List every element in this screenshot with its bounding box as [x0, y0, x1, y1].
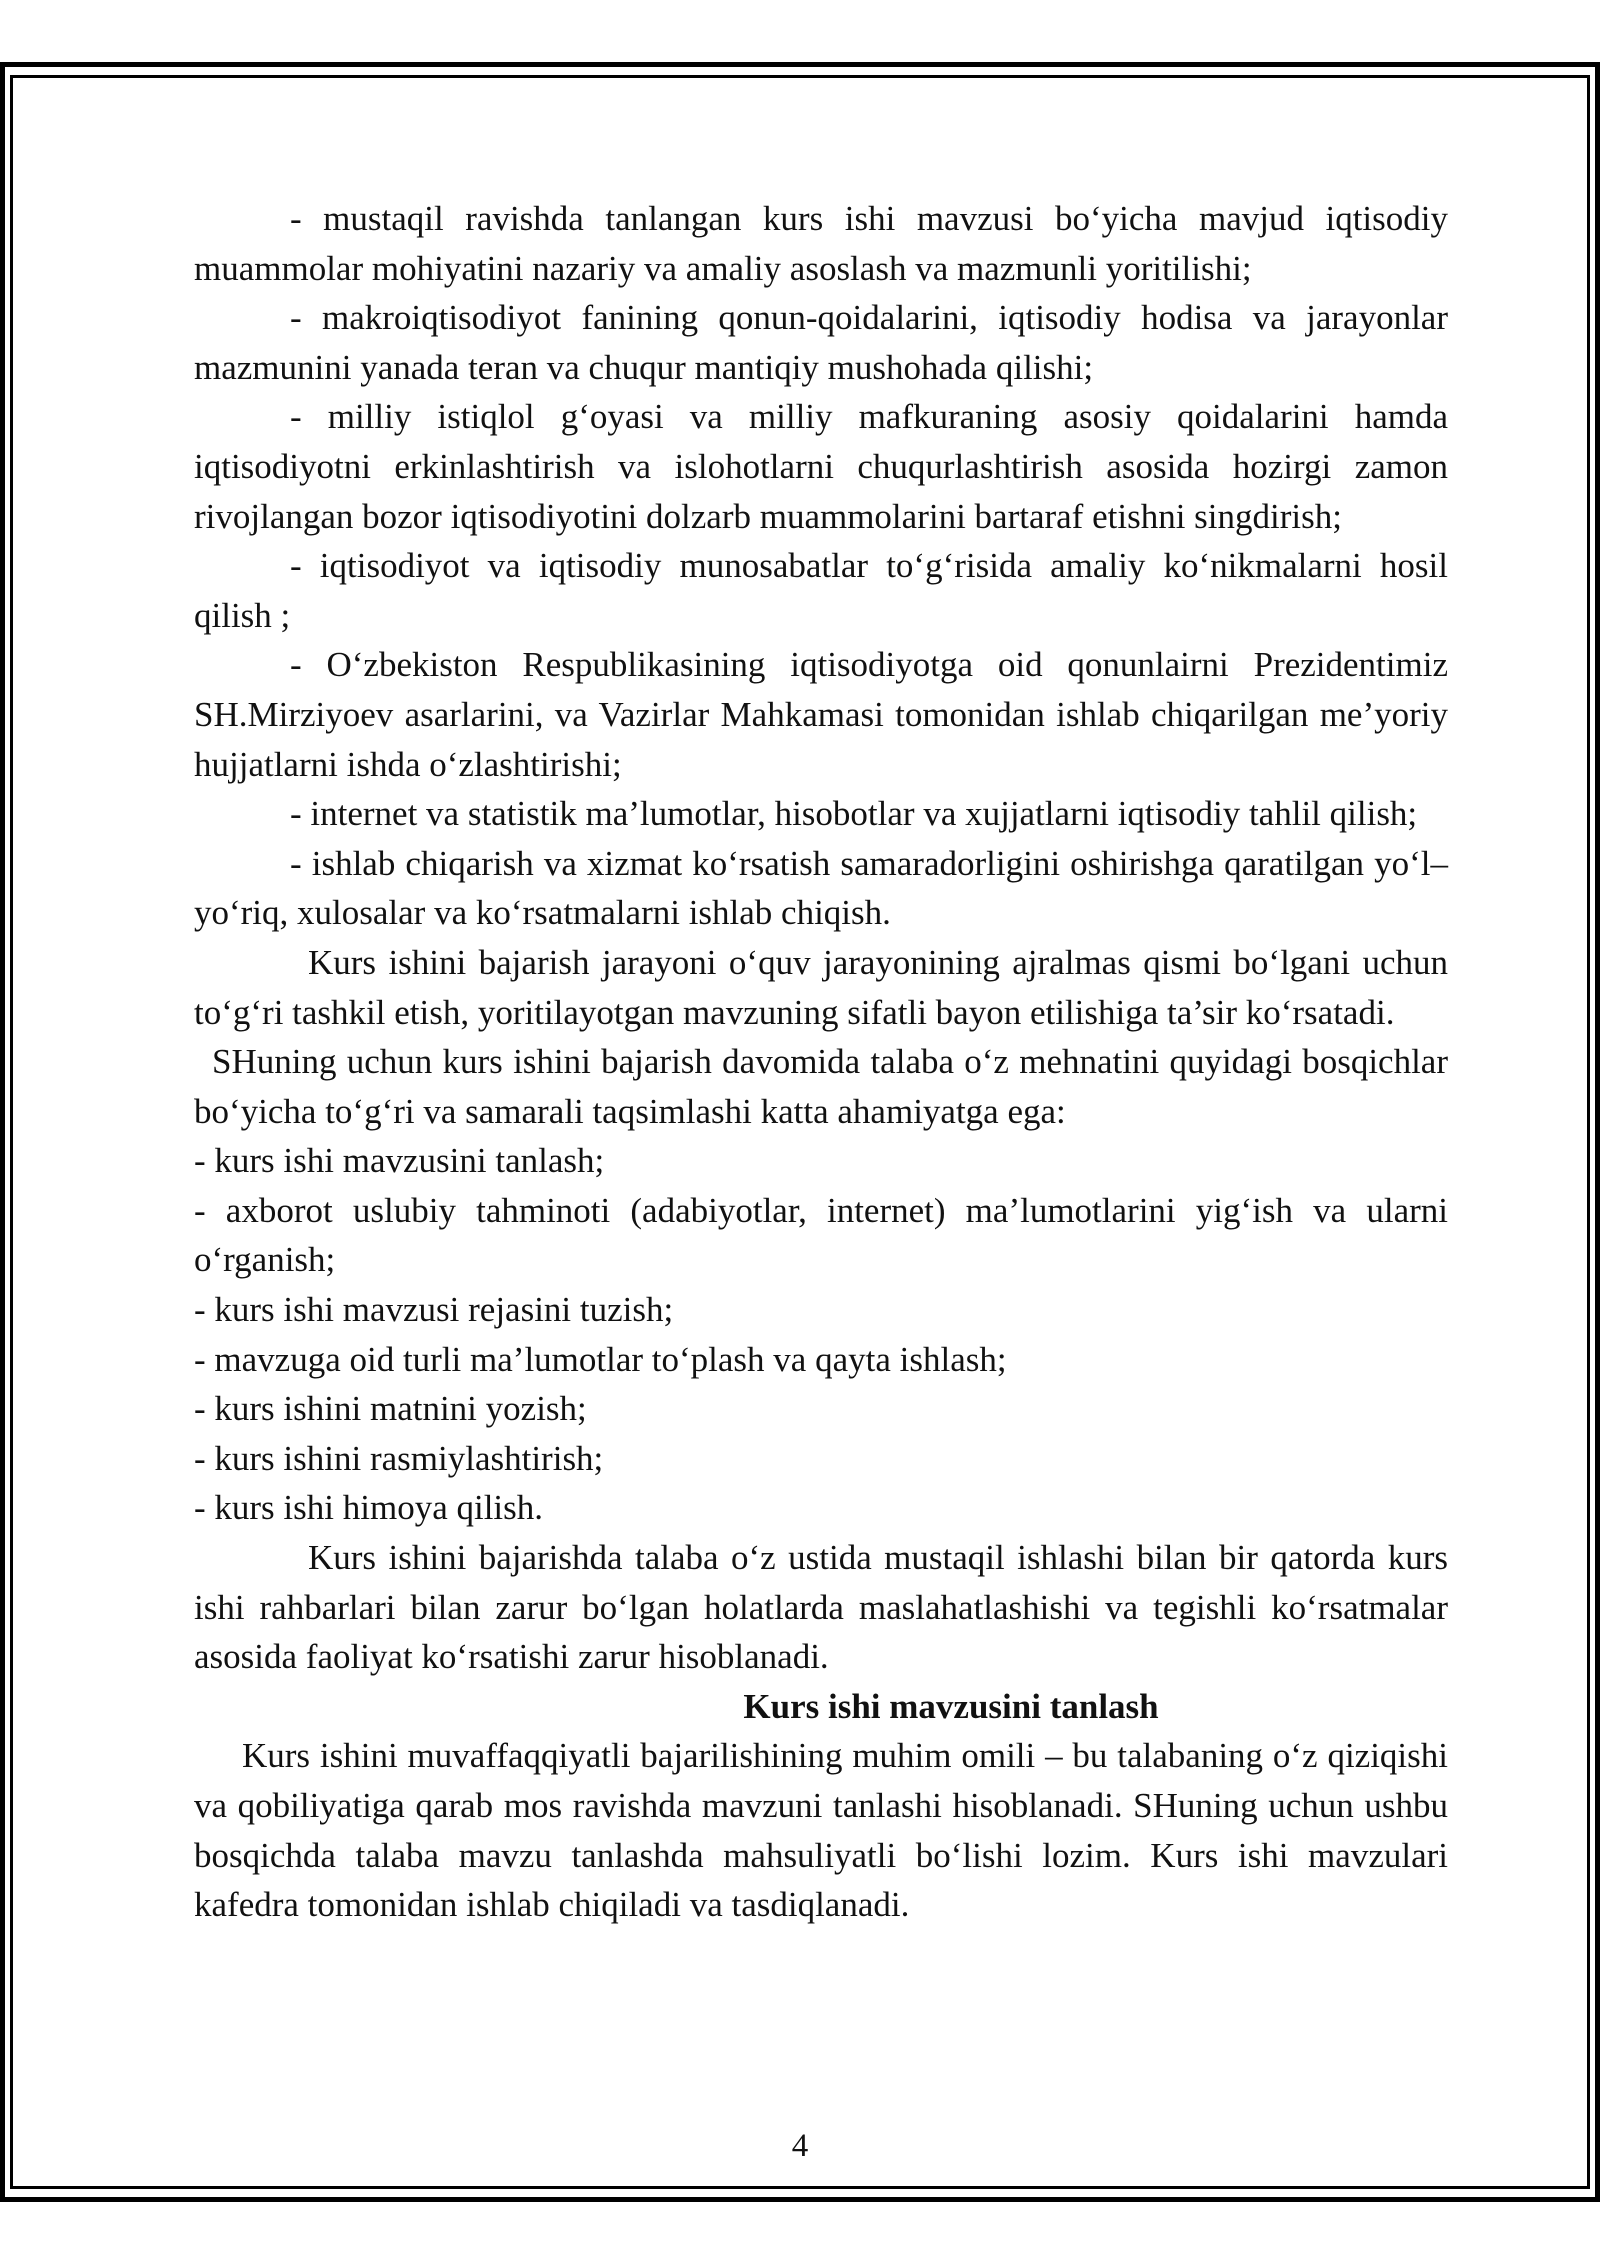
- page-body: [194, 194, 1448, 1930]
- list-item-stage: - kurs ishi mavzusi rejasini tuzish;: [194, 1290, 674, 1330]
- paragraph-stages-intro: SHuning uchun kurs ishini bajarish davomida talaba o‘z mehnatini quyidagi bosqichlar bo‘yicha to‘g‘ri va samarali taqsimlashi katta ahamiyatga ega:: [194, 1042, 1448, 1131]
- list-item-stage: - mavzuga oid turli ma’lumotlar to‘plash va qayta ishlash;: [194, 1339, 1007, 1379]
- paragraph-goal-5: - O‘zbekiston Respublikasining iqtisodiyotga oid qonunlairni Prezidentimiz SH.Mirziyoev asarlarini, va Vazirlar Mahkamasi tomonidan ishlab chiqarilgan me’yoriy hujjatlarni ishda o‘zlashtirishi;: [194, 645, 1448, 784]
- paragraph-goal-3: - milliy istiqlol g‘oyasi va milliy mafkuraning asosiy qoidalarini hamda iqtisodiyotni erkinlashtirish va islohotlarni chuqurlashtirish asosida hozirgi zamon rivojlangan bozor iqtisodiyotini dolzarb muammolarini bartaraf etishni singdirish;: [194, 397, 1448, 536]
- paragraph-goal-1: - mustaqil ravishda tanlangan kurs ishi mavzusi bo‘yicha mavjud iqtisodiy muammolar mohiyatini nazariy va amaliy asoslash va mazmunli yoritilishi;: [194, 199, 1448, 288]
- paragraph-goal-7: - ishlab chiqarish va xizmat ko‘rsatish samaradorligini oshirishga qaratilgan yo‘l–yo‘riq, xulosalar va ko‘rsatmalarni ishlab chiqish.: [194, 843, 1448, 933]
- paragraph-section: Kurs ishini muvaffaqqiyatli bajarilishining muhim omili – bu talabaning o‘z qiziqishi va qobiliyatiga qarab mos ravishda mavzuni tanlashi hisoblanadi. SHuning uchun ushbu bosqichda talaba mavzu tanlashda mahsuliyatli bo‘lishi lozim. Kurs ishi mavzulari kafedra tomonidan ishlab chiqiladi va tasdiqlanadi.: [194, 1736, 1448, 1925]
- paragraph-closing: Kurs ishini bajarishda talaba o‘z ustida mustaqil ishlashi bilan bir qatorda kurs ishi rahbarlari bilan zarur bo‘lgan holatlarda maslahatlashishi va tegishli ko‘rsatmalar asosida faoliyat ko‘rsatishi zarur hisoblanadi.: [194, 1538, 1448, 1677]
- paragraph-goal-6: - internet va statistik ma’lumotlar, hisobotlar va xujjatlarni iqtisodiy tahlil qilish;: [290, 794, 1418, 834]
- list-item-stage: - kurs ishini rasmiylashtirish;: [194, 1438, 604, 1478]
- list-item-stage: - kurs ishi himoya qilish.: [194, 1488, 544, 1528]
- list-item-stage: - kurs ishini matnini yozish;: [194, 1389, 587, 1429]
- paragraph-goal-2: - makroiqtisodiyot fanining qonun-qoidalarini, iqtisodiy hodisa va jarayonlar mazmunini yanada teran va chuqur mantiqiy mushohada qilishi;: [194, 298, 1448, 387]
- list-item-stage: - axborot uslubiy tahminoti (adabiyotlar, internet) ma’lumotlarini yig‘ish va ularni o‘rganish;: [194, 1190, 1448, 1280]
- section-heading: Kurs ishi mavzusini tanlash: [743, 1686, 1159, 1726]
- list-item-stage: - kurs ishi mavzusini tanlash;: [194, 1141, 605, 1181]
- paragraph-process: Kurs ishini bajarish jarayoni o‘quv jarayonining ajralmas qismi bo‘lgani uchun to‘g‘ri tashkil etish, yoritilayotgan mavzuning sifatli bayon etilishiga ta’sir ko‘rsatadi.: [194, 942, 1448, 1032]
- paragraph-goal-4: - iqtisodiyot va iqtisodiy munosabatlar to‘g‘risida amaliy ko‘nikmalarni hosil qilish ;: [194, 546, 1448, 635]
- page-number: 4: [791, 2128, 809, 2164]
